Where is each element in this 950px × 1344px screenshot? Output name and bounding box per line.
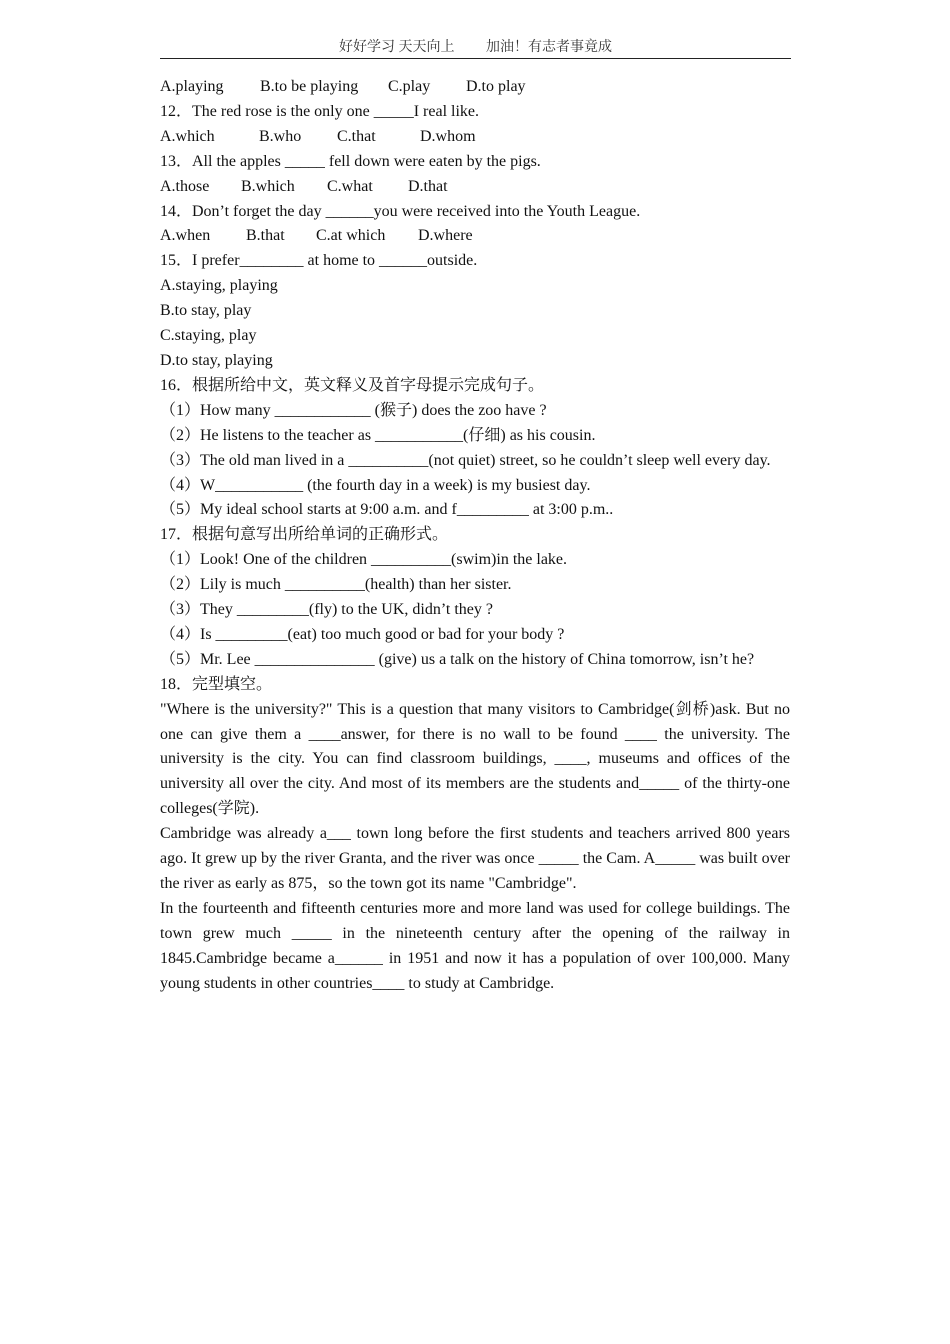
answer-option: B.to be playing	[260, 78, 359, 95]
answer-options	[160, 224, 790, 249]
header-motto-right: 加油！有志者事竟成	[486, 40, 612, 55]
worksheet-content	[160, 75, 790, 997]
answer-option: C.what	[327, 177, 373, 195]
answer-option: D.to play	[466, 78, 526, 95]
paragraph: In the fourteenth and fifteenth centuries more and more land was used for college buildings. The town grew much _____ in the nineteenth century after the opening of the railway in 1845.Cambridge became a______ in 1951 and now it has a population of over 100,000. Many young students in other countries____ to study at Cambridge.	[160, 899, 790, 992]
answer-options	[160, 75, 790, 100]
question-line: （3）They _________(fly) to the UK, didn’t they ?	[160, 601, 493, 619]
question-line: （1）How many ____________ (猴子) does the zoo have ?	[160, 401, 547, 419]
answer-option: B.which	[241, 177, 295, 195]
question-line: 18．完型填空。	[160, 675, 273, 693]
question-line: （5）Mr. Lee _______________ (give) us a talk on the history of China tomorrow, isn’t he?	[160, 650, 755, 668]
question-line: （2）Lily is much __________(health) than her sister.	[160, 576, 512, 594]
answer-option: C.play	[388, 78, 431, 95]
paragraph: （3）The old man lived in a __________(not quiet) street, so he couldn’t sleep well every day.	[160, 451, 771, 469]
answer-option: B.who	[259, 127, 302, 145]
answer-option: B.that	[246, 227, 285, 245]
answer-option: C.that	[337, 127, 376, 145]
question-line: 14．Don’t forget the day ______you were received into the Youth League.	[160, 202, 641, 220]
question-line: 15．I prefer________ at home to ______outside.	[160, 252, 478, 270]
answer-option: C.at which	[316, 227, 386, 245]
paragraph: Cambridge was already a___ town long before the first students and teachers arrived 800 years ago. It grew up by the river Granta, and the river was once _____ the Cam. A_____ was built over the river as early as 875，so the town got its name "Cambridge".	[160, 825, 790, 892]
question-line: （2）He listens to the teacher as ___________(仔细) as his cousin.	[160, 426, 596, 444]
question-line: （4）Is _________(eat) too much good or bad for your body ?	[160, 625, 565, 643]
question-line: B.to stay, play	[160, 302, 252, 320]
answer-option: D.whom	[420, 127, 476, 145]
question-line: （1）Look! One of the children __________(swim)in the lake.	[160, 551, 568, 569]
question-line: 16．根据所给中文，英文释义及首字母提示完成句子。	[160, 376, 545, 394]
answer-options	[160, 175, 790, 200]
question-line: 12．The red rose is the only one _____I real like.	[160, 102, 480, 120]
page-header	[160, 38, 791, 59]
answer-option: A.those	[160, 177, 210, 195]
question-line: C.staying, play	[160, 327, 257, 345]
answer-option: A.which	[160, 127, 215, 145]
question-line: D.to stay, playing	[160, 351, 273, 369]
question-line: A.staying, playing	[160, 277, 278, 295]
question-line: （4）W___________ (the fourth day in a week) is my busiest day.	[160, 476, 591, 494]
question-line: （5）My ideal school starts at 9:00 a.m. and f_________ at 3:00 p.m..	[160, 501, 614, 519]
answer-options	[160, 125, 790, 150]
answer-option: D.that	[408, 177, 448, 195]
paragraph: "Where is the university?" This is a question that many visitors to Cambridge(剑桥)ask. But no one can give them a ____answer, for there is no wall to be found ____ the university. The university is the city. You can find classroom buildings, ____, museums and offices of the university all over the city. And most of its members are the students and_____ of the thirty-one colleges(学院).	[160, 700, 790, 818]
answer-option: A.when	[160, 227, 211, 245]
answer-option: D.where	[418, 227, 473, 245]
question-line: 13．All the apples _____ fell down were eaten by the pigs.	[160, 152, 541, 170]
question-line: 17．根据句意写出所给单词的正确形式。	[160, 526, 449, 544]
header-motto-left: 好好学习 天天向上	[339, 40, 455, 55]
answer-option: A.playing	[160, 78, 224, 95]
